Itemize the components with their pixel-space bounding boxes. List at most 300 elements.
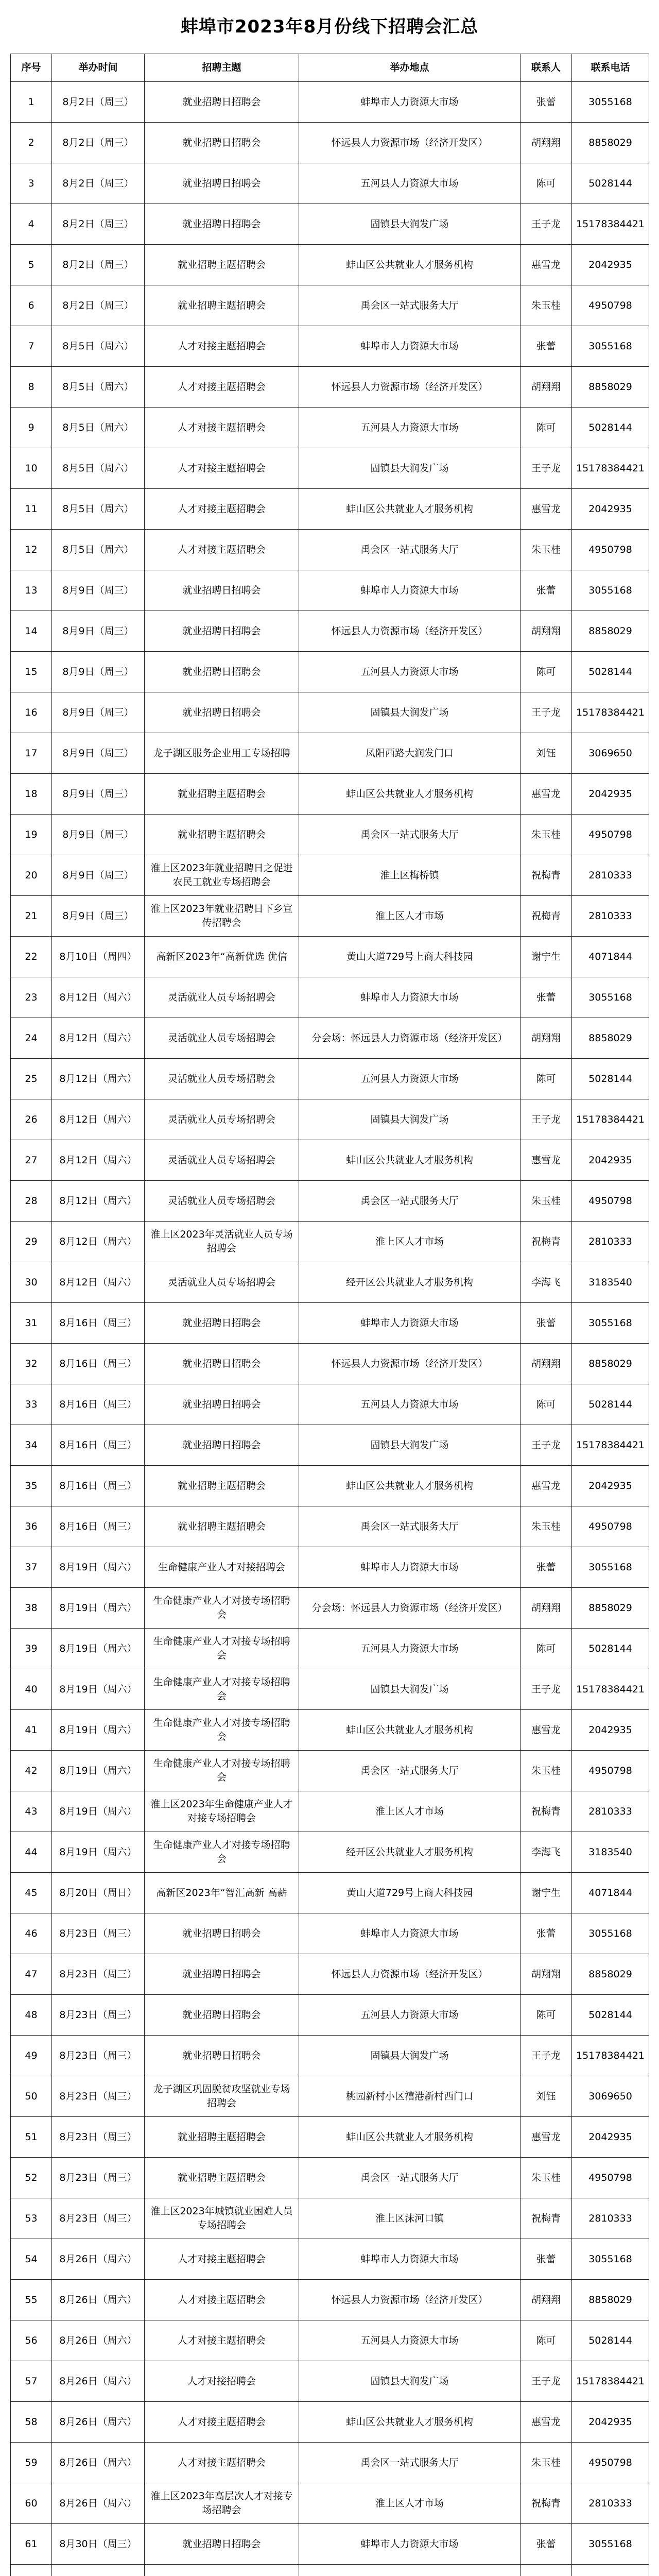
cell-phone: 3055168 bbox=[572, 1303, 649, 1344]
cell-contact: 陈可 bbox=[521, 2320, 572, 2361]
cell-phone: 8858029 bbox=[572, 1588, 649, 1629]
table-row bbox=[11, 937, 649, 977]
cell-contact: 朱玉桂 bbox=[521, 530, 572, 570]
table-row bbox=[11, 2565, 649, 2576]
cell-no: 30 bbox=[11, 1262, 52, 1303]
cell-phone: 2810333 bbox=[572, 2198, 649, 2239]
cell-phone: 3055168 bbox=[572, 326, 649, 367]
cell-phone: 4950798 bbox=[572, 1506, 649, 1547]
cell-date: 8月23日（周三） bbox=[52, 1913, 145, 1954]
cell-location: 禹会区一站式服务大厅 bbox=[299, 285, 521, 326]
cell-topic: 人才对接主题招聘会 bbox=[145, 326, 299, 367]
cell-contact: 惠雪龙 bbox=[521, 774, 572, 815]
cell-contact: 李海飞 bbox=[521, 1262, 572, 1303]
cell-location: 蚌山区公共就业人才服务机构 bbox=[299, 2402, 521, 2443]
cell-location: 怀远县人力资源市场（经济开发区） bbox=[299, 1344, 521, 1384]
cell-topic: 龙子湖区服务企业用工专场招聘 bbox=[145, 733, 299, 774]
cell-date: 8月9日（周三） bbox=[52, 733, 145, 774]
cell-location: 禹会区一站式服务大厅 bbox=[299, 1506, 521, 1547]
cell-phone: 3069650 bbox=[572, 2076, 649, 2117]
cell-location: 五河县人力资源大市场 bbox=[299, 1059, 521, 1099]
page-title: 蚌埠市2023年8月份线下招聘会汇总 bbox=[180, 16, 479, 37]
cell-contact: 胡翔翔 bbox=[521, 2280, 572, 2320]
cell-date: 8月19日（周六） bbox=[52, 1629, 145, 1669]
table-row bbox=[11, 530, 649, 570]
cell-no: 43 bbox=[11, 1791, 52, 1832]
cell-phone bbox=[572, 2565, 649, 2576]
cell-topic: 淮上区2023年就业招聘日下乡宣传招聘会 bbox=[145, 896, 299, 937]
table-row bbox=[11, 2280, 649, 2320]
cell-phone: 4950798 bbox=[572, 530, 649, 570]
cell-topic bbox=[145, 2565, 299, 2576]
cell-location: 固镇县大润发广场 bbox=[299, 204, 521, 245]
cell-phone: 8858029 bbox=[572, 1954, 649, 1995]
cell-location: 蚌山区公共就业人才服务机构 bbox=[299, 245, 521, 285]
cell-location: 经开区公共就业人才服务机构 bbox=[299, 1262, 521, 1303]
cell-topic: 就业招聘日招聘会 bbox=[145, 1303, 299, 1344]
cell-phone: 5028144 bbox=[572, 1384, 649, 1425]
cell-no: 23 bbox=[11, 977, 52, 1018]
table-row bbox=[11, 1384, 649, 1425]
cell-no: 57 bbox=[11, 2361, 52, 2402]
cell-no: 1 bbox=[11, 82, 52, 123]
cell-contact: 祝梅青 bbox=[521, 2483, 572, 2524]
cell-phone: 8858029 bbox=[572, 367, 649, 408]
cell-topic: 龙子湖区巩固脱贫攻坚就业专场招聘会 bbox=[145, 2076, 299, 2117]
cell-location: 分会场：怀远县人力资源市场（经济开发区） bbox=[299, 1588, 521, 1629]
cell-topic: 就业招聘日招聘会 bbox=[145, 82, 299, 123]
cell-date: 8月23日（周三） bbox=[52, 2036, 145, 2076]
cell-topic: 人才对接主题招聘会 bbox=[145, 530, 299, 570]
table-row bbox=[11, 1344, 649, 1384]
cell-topic: 灵活就业人员专场招聘会 bbox=[145, 1181, 299, 1222]
cell-phone: 3183540 bbox=[572, 1832, 649, 1873]
cell-topic: 生命健康产业人才对接专场招聘会 bbox=[145, 1832, 299, 1873]
cell-no: 50 bbox=[11, 2076, 52, 2117]
table-row bbox=[11, 408, 649, 448]
cell-location: 蚌山区公共就业人才服务机构 bbox=[299, 2117, 521, 2158]
cell-contact: 王子龙 bbox=[521, 2036, 572, 2076]
table-row bbox=[11, 815, 649, 855]
cell-topic: 淮上区2023年就业招聘日之促进农民工就业专场招聘会 bbox=[145, 855, 299, 896]
cell-phone: 4071844 bbox=[572, 937, 649, 977]
cell-date: 8月5日（周六） bbox=[52, 408, 145, 448]
cell-contact: 张蕾 bbox=[521, 1303, 572, 1344]
table-row bbox=[11, 1629, 649, 1669]
cell-contact: 陈可 bbox=[521, 163, 572, 204]
cell-phone: 3183540 bbox=[572, 1262, 649, 1303]
cell-contact: 惠雪龙 bbox=[521, 1466, 572, 1506]
cell-contact: 张蕾 bbox=[521, 570, 572, 611]
cell-no: 53 bbox=[11, 2198, 52, 2239]
cell-no: 19 bbox=[11, 815, 52, 855]
cell-location: 黄山大道729号上商大科技园 bbox=[299, 1873, 521, 1913]
cell-phone: 5028144 bbox=[572, 163, 649, 204]
cell-phone: 15178384421 bbox=[572, 1425, 649, 1466]
cell-contact: 陈可 bbox=[521, 652, 572, 692]
cell-location: 怀远县人力资源市场（经济开发区） bbox=[299, 611, 521, 652]
cell-phone: 15178384421 bbox=[572, 204, 649, 245]
cell-location: 蚌山区公共就业人才服务机构 bbox=[299, 1140, 521, 1181]
cell-no: 22 bbox=[11, 937, 52, 977]
cell-no: 38 bbox=[11, 1588, 52, 1629]
table-row bbox=[11, 733, 649, 774]
table-row bbox=[11, 1059, 649, 1099]
cell-phone: 5028144 bbox=[572, 2320, 649, 2361]
cell-location: 淮上区人才市场 bbox=[299, 2483, 521, 2524]
cell-no: 59 bbox=[11, 2443, 52, 2483]
cell-date: 8月26日（周六） bbox=[52, 2239, 145, 2280]
cell-contact: 朱玉桂 bbox=[521, 815, 572, 855]
cell-location: 固镇县大润发广场 bbox=[299, 1099, 521, 1140]
cell-location: 五河县人力资源大市场 bbox=[299, 1995, 521, 2036]
cell-no: 46 bbox=[11, 1913, 52, 1954]
cell-location: 固镇县大润发广场 bbox=[299, 2361, 521, 2402]
cell-contact: 王子龙 bbox=[521, 1425, 572, 1466]
cell-topic: 生命健康产业人才对接招聘会 bbox=[145, 1547, 299, 1588]
cell-no: 17 bbox=[11, 733, 52, 774]
cell-topic: 就业招聘主题招聘会 bbox=[145, 2117, 299, 2158]
cell-topic: 就业招聘日招聘会 bbox=[145, 652, 299, 692]
cell-no: 20 bbox=[11, 855, 52, 896]
cell-date: 8月16日（周三） bbox=[52, 1425, 145, 1466]
cell-date: 8月2日（周三） bbox=[52, 204, 145, 245]
cell-phone: 8858029 bbox=[572, 1344, 649, 1384]
cell-no: 9 bbox=[11, 408, 52, 448]
cell-date: 8月19日（周六） bbox=[52, 1710, 145, 1751]
cell-location: 五河县人力资源大市场 bbox=[299, 1384, 521, 1425]
cell-location: 禹会区一站式服务大厅 bbox=[299, 2158, 521, 2198]
cell-contact: 朱玉桂 bbox=[521, 2443, 572, 2483]
cell-no: 26 bbox=[11, 1099, 52, 1140]
cell-date: 8月26日（周六） bbox=[52, 2280, 145, 2320]
cell-topic: 人才对接主题招聘会 bbox=[145, 448, 299, 489]
cell-phone: 8858029 bbox=[572, 611, 649, 652]
cell-location: 凤阳西路大润发门口 bbox=[299, 733, 521, 774]
cell-date: 8月12日（周六） bbox=[52, 1181, 145, 1222]
cell-phone: 3055168 bbox=[572, 2524, 649, 2565]
cell-topic: 人才对接主题招聘会 bbox=[145, 2320, 299, 2361]
cell-no: 40 bbox=[11, 1669, 52, 1710]
cell-contact: 张蕾 bbox=[521, 1913, 572, 1954]
cell-date: 8月12日（周六） bbox=[52, 977, 145, 1018]
cell-location: 禹会区一站式服务大厅 bbox=[299, 2443, 521, 2483]
cell-phone: 3069650 bbox=[572, 733, 649, 774]
cell-phone: 4071844 bbox=[572, 1873, 649, 1913]
cell-contact: 胡翔翔 bbox=[521, 1954, 572, 1995]
cell-date: 8月19日（周六） bbox=[52, 1669, 145, 1710]
cell-topic: 灵活就业人员专场招聘会 bbox=[145, 1262, 299, 1303]
table-row bbox=[11, 204, 649, 245]
cell-topic: 生命健康产业人才对接专场招聘会 bbox=[145, 1588, 299, 1629]
cell-phone: 2042935 bbox=[572, 774, 649, 815]
cell-date: 8月5日（周六） bbox=[52, 530, 145, 570]
cell-phone: 2042935 bbox=[572, 2117, 649, 2158]
cell-topic: 灵活就业人员专场招聘会 bbox=[145, 1018, 299, 1059]
cell-contact: 胡翔翔 bbox=[521, 1018, 572, 1059]
cell-phone: 5028144 bbox=[572, 1995, 649, 2036]
cell-contact: 惠雪龙 bbox=[521, 2117, 572, 2158]
cell-no: 11 bbox=[11, 489, 52, 530]
cell-location: 五河县人力资源大市场 bbox=[299, 163, 521, 204]
cell-location: 蚌山区公共就业人才服务机构 bbox=[299, 1466, 521, 1506]
cell-contact: 李海飞 bbox=[521, 1832, 572, 1873]
cell-date: 8月19日（周六） bbox=[52, 1832, 145, 1873]
cell-date bbox=[52, 2565, 145, 2576]
table-row bbox=[11, 1181, 649, 1222]
cell-location: 禹会区一站式服务大厅 bbox=[299, 1751, 521, 1791]
cell-location: 禹会区一站式服务大厅 bbox=[299, 1181, 521, 1222]
cell-date: 8月19日（周六） bbox=[52, 1547, 145, 1588]
cell-date: 8月12日（周六） bbox=[52, 1099, 145, 1140]
cell-contact: 刘钰 bbox=[521, 2076, 572, 2117]
table-row bbox=[11, 326, 649, 367]
table-body bbox=[11, 82, 649, 2576]
cell-no: 54 bbox=[11, 2239, 52, 2280]
table-row bbox=[11, 1710, 649, 1751]
header-location: 举办地点 bbox=[299, 54, 521, 82]
table-row bbox=[11, 2076, 649, 2117]
cell-contact: 张蕾 bbox=[521, 977, 572, 1018]
cell-no: 35 bbox=[11, 1466, 52, 1506]
cell-topic: 人才对接主题招聘会 bbox=[145, 2239, 299, 2280]
cell-location: 经开区公共就业人才服务机构 bbox=[299, 1832, 521, 1873]
cell-contact: 祝梅青 bbox=[521, 2198, 572, 2239]
job-fair-table bbox=[10, 54, 649, 2576]
cell-phone: 4950798 bbox=[572, 2158, 649, 2198]
cell-topic: 就业招聘日招聘会 bbox=[145, 1995, 299, 2036]
cell-topic: 就业招聘日招聘会 bbox=[145, 611, 299, 652]
cell-no: 7 bbox=[11, 326, 52, 367]
cell-phone: 8858029 bbox=[572, 2280, 649, 2320]
cell-date: 8月16日（周三） bbox=[52, 1303, 145, 1344]
cell-topic: 就业招聘主题招聘会 bbox=[145, 245, 299, 285]
cell-date: 8月26日（周六） bbox=[52, 2483, 145, 2524]
cell-contact: 谢宁生 bbox=[521, 937, 572, 977]
table-row bbox=[11, 2239, 649, 2280]
cell-date: 8月2日（周三） bbox=[52, 163, 145, 204]
cell-location: 五河县人力资源大市场 bbox=[299, 2320, 521, 2361]
cell-contact: 朱玉桂 bbox=[521, 1181, 572, 1222]
cell-phone: 3055168 bbox=[572, 1913, 649, 1954]
cell-no: 21 bbox=[11, 896, 52, 937]
header-topic: 招聘主题 bbox=[145, 54, 299, 82]
cell-contact: 陈可 bbox=[521, 408, 572, 448]
cell-no: 42 bbox=[11, 1751, 52, 1791]
cell-date: 8月26日（周六） bbox=[52, 2320, 145, 2361]
table-row bbox=[11, 367, 649, 408]
cell-topic: 就业招聘日招聘会 bbox=[145, 1913, 299, 1954]
cell-no: 4 bbox=[11, 204, 52, 245]
cell-phone: 3055168 bbox=[572, 1547, 649, 1588]
cell-topic: 就业招聘主题招聘会 bbox=[145, 1506, 299, 1547]
cell-topic: 就业招聘主题招聘会 bbox=[145, 774, 299, 815]
table-row bbox=[11, 1832, 649, 1873]
cell-topic: 淮上区2023年生命健康产业人才对接专场招聘会 bbox=[145, 1791, 299, 1832]
cell-no: 39 bbox=[11, 1629, 52, 1669]
cell-phone: 3055168 bbox=[572, 570, 649, 611]
table-row bbox=[11, 1466, 649, 1506]
cell-phone: 2810333 bbox=[572, 855, 649, 896]
cell-contact: 张蕾 bbox=[521, 326, 572, 367]
cell-contact: 王子龙 bbox=[521, 692, 572, 733]
cell-location: 桃园新村小区禧港新村西门口 bbox=[299, 2076, 521, 2117]
table-row bbox=[11, 570, 649, 611]
table-row bbox=[11, 1506, 649, 1547]
cell-no: 44 bbox=[11, 1832, 52, 1873]
cell-location: 分会场：怀远县人力资源市场（经济开发区） bbox=[299, 1018, 521, 1059]
cell-topic: 就业招聘日招聘会 bbox=[145, 123, 299, 163]
cell-phone: 5028144 bbox=[572, 1629, 649, 1669]
table-row bbox=[11, 1791, 649, 1832]
cell-phone: 2810333 bbox=[572, 1791, 649, 1832]
cell-contact: 谢宁生 bbox=[521, 1873, 572, 1913]
cell-location: 固镇县大润发广场 bbox=[299, 448, 521, 489]
cell-topic: 人才对接主题招聘会 bbox=[145, 367, 299, 408]
cell-phone: 15178384421 bbox=[572, 1669, 649, 1710]
cell-date: 8月9日（周三） bbox=[52, 652, 145, 692]
cell-location: 蚌山区公共就业人才服务机构 bbox=[299, 1710, 521, 1751]
cell-date: 8月12日（周六） bbox=[52, 1140, 145, 1181]
cell-location: 五河县人力资源大市场 bbox=[299, 652, 521, 692]
cell-location: 禹会区一站式服务大厅 bbox=[299, 815, 521, 855]
cell-phone: 2042935 bbox=[572, 489, 649, 530]
cell-phone: 3055168 bbox=[572, 82, 649, 123]
cell-phone: 4950798 bbox=[572, 1751, 649, 1791]
cell-date: 8月5日（周六） bbox=[52, 326, 145, 367]
cell-no bbox=[11, 2565, 52, 2576]
cell-topic: 就业招聘日招聘会 bbox=[145, 2036, 299, 2076]
table-row bbox=[11, 977, 649, 1018]
table-row bbox=[11, 285, 649, 326]
cell-topic: 就业招聘日招聘会 bbox=[145, 692, 299, 733]
table-row bbox=[11, 2402, 649, 2443]
cell-date: 8月16日（周三） bbox=[52, 1466, 145, 1506]
cell-date: 8月23日（周三） bbox=[52, 1954, 145, 1995]
cell-date: 8月9日（周三） bbox=[52, 896, 145, 937]
cell-contact: 张蕾 bbox=[521, 2524, 572, 2565]
cell-phone: 2810333 bbox=[572, 896, 649, 937]
cell-phone: 5028144 bbox=[572, 652, 649, 692]
table-row bbox=[11, 1018, 649, 1059]
cell-topic: 就业招聘日招聘会 bbox=[145, 2524, 299, 2565]
table-row bbox=[11, 82, 649, 123]
cell-date: 8月16日（周三） bbox=[52, 1506, 145, 1547]
cell-location: 固镇县大润发广场 bbox=[299, 692, 521, 733]
cell-location: 蚌埠市人力资源大市场 bbox=[299, 82, 521, 123]
cell-no: 13 bbox=[11, 570, 52, 611]
cell-no: 29 bbox=[11, 1222, 52, 1262]
table-row bbox=[11, 1222, 649, 1262]
cell-contact: 胡翔翔 bbox=[521, 1344, 572, 1384]
cell-topic: 人才对接主题招聘会 bbox=[145, 2443, 299, 2483]
cell-location: 黄山大道729号上商大科技园 bbox=[299, 937, 521, 977]
cell-location: 五河县人力资源大市场 bbox=[299, 408, 521, 448]
cell-contact: 胡翔翔 bbox=[521, 367, 572, 408]
table-row bbox=[11, 163, 649, 204]
cell-location: 蚌埠市人力资源大市场 bbox=[299, 326, 521, 367]
table-row bbox=[11, 1954, 649, 1995]
cell-date: 8月16日（周三） bbox=[52, 1384, 145, 1425]
cell-no: 12 bbox=[11, 530, 52, 570]
cell-topic: 淮上区2023年城镇就业困难人员专场招聘会 bbox=[145, 2198, 299, 2239]
table-row bbox=[11, 448, 649, 489]
cell-no: 25 bbox=[11, 1059, 52, 1099]
cell-phone: 15178384421 bbox=[572, 448, 649, 489]
cell-location: 蚌埠市人力资源大市场 bbox=[299, 1913, 521, 1954]
cell-phone: 2810333 bbox=[572, 2483, 649, 2524]
cell-date: 8月19日（周六） bbox=[52, 1751, 145, 1791]
cell-phone: 2042935 bbox=[572, 245, 649, 285]
cell-topic: 灵活就业人员专场招聘会 bbox=[145, 977, 299, 1018]
cell-topic: 灵活就业人员专场招聘会 bbox=[145, 1099, 299, 1140]
cell-topic: 就业招聘日招聘会 bbox=[145, 204, 299, 245]
cell-phone: 8858029 bbox=[572, 123, 649, 163]
cell-date: 8月16日（周三） bbox=[52, 1344, 145, 1384]
cell-topic: 生命健康产业人才对接专场招聘会 bbox=[145, 1629, 299, 1669]
table-header-row bbox=[11, 54, 649, 82]
cell-no: 28 bbox=[11, 1181, 52, 1222]
cell-location: 蚌埠市人力资源大市场 bbox=[299, 2524, 521, 2565]
cell-contact: 祝梅青 bbox=[521, 896, 572, 937]
cell-no: 52 bbox=[11, 2158, 52, 2198]
cell-topic: 就业招聘主题招聘会 bbox=[145, 1466, 299, 1506]
cell-no: 41 bbox=[11, 1710, 52, 1751]
cell-phone: 2042935 bbox=[572, 2402, 649, 2443]
cell-no: 2 bbox=[11, 123, 52, 163]
cell-date: 8月12日（周六） bbox=[52, 1262, 145, 1303]
cell-location: 蚌埠市人力资源大市场 bbox=[299, 1547, 521, 1588]
table-row bbox=[11, 2361, 649, 2402]
cell-no: 14 bbox=[11, 611, 52, 652]
cell-location: 蚌埠市人力资源大市场 bbox=[299, 2239, 521, 2280]
cell-date: 8月2日（周三） bbox=[52, 245, 145, 285]
cell-no: 5 bbox=[11, 245, 52, 285]
cell-date: 8月12日（周六） bbox=[52, 1018, 145, 1059]
cell-topic: 灵活就业人员专场招聘会 bbox=[145, 1059, 299, 1099]
cell-no: 48 bbox=[11, 1995, 52, 2036]
cell-contact: 陈可 bbox=[521, 1629, 572, 1669]
cell-phone: 4950798 bbox=[572, 2443, 649, 2483]
table-row bbox=[11, 1913, 649, 1954]
cell-location: 蚌埠市人力资源大市场 bbox=[299, 570, 521, 611]
cell-contact: 胡翔翔 bbox=[521, 123, 572, 163]
table-row bbox=[11, 2320, 649, 2361]
cell-date: 8月23日（周三） bbox=[52, 1995, 145, 2036]
table-row bbox=[11, 1303, 649, 1344]
table-row bbox=[11, 692, 649, 733]
cell-date: 8月23日（周三） bbox=[52, 2158, 145, 2198]
cell-date: 8月26日（周六） bbox=[52, 2402, 145, 2443]
cell-no: 55 bbox=[11, 2280, 52, 2320]
cell-no: 56 bbox=[11, 2320, 52, 2361]
table-row bbox=[11, 1873, 649, 1913]
cell-phone: 2042935 bbox=[572, 1710, 649, 1751]
cell-topic: 就业招聘日招聘会 bbox=[145, 1425, 299, 1466]
cell-contact: 王子龙 bbox=[521, 1099, 572, 1140]
table-row bbox=[11, 1262, 649, 1303]
cell-phone: 4950798 bbox=[572, 285, 649, 326]
table-row bbox=[11, 1099, 649, 1140]
cell-phone: 15178384421 bbox=[572, 2361, 649, 2402]
table-row bbox=[11, 1669, 649, 1710]
cell-phone: 4950798 bbox=[572, 1181, 649, 1222]
cell-location: 怀远县人力资源市场（经济开发区） bbox=[299, 2280, 521, 2320]
cell-date: 8月2日（周三） bbox=[52, 285, 145, 326]
cell-contact: 陈可 bbox=[521, 1384, 572, 1425]
cell-topic: 人才对接主题招聘会 bbox=[145, 489, 299, 530]
cell-phone: 15178384421 bbox=[572, 2036, 649, 2076]
